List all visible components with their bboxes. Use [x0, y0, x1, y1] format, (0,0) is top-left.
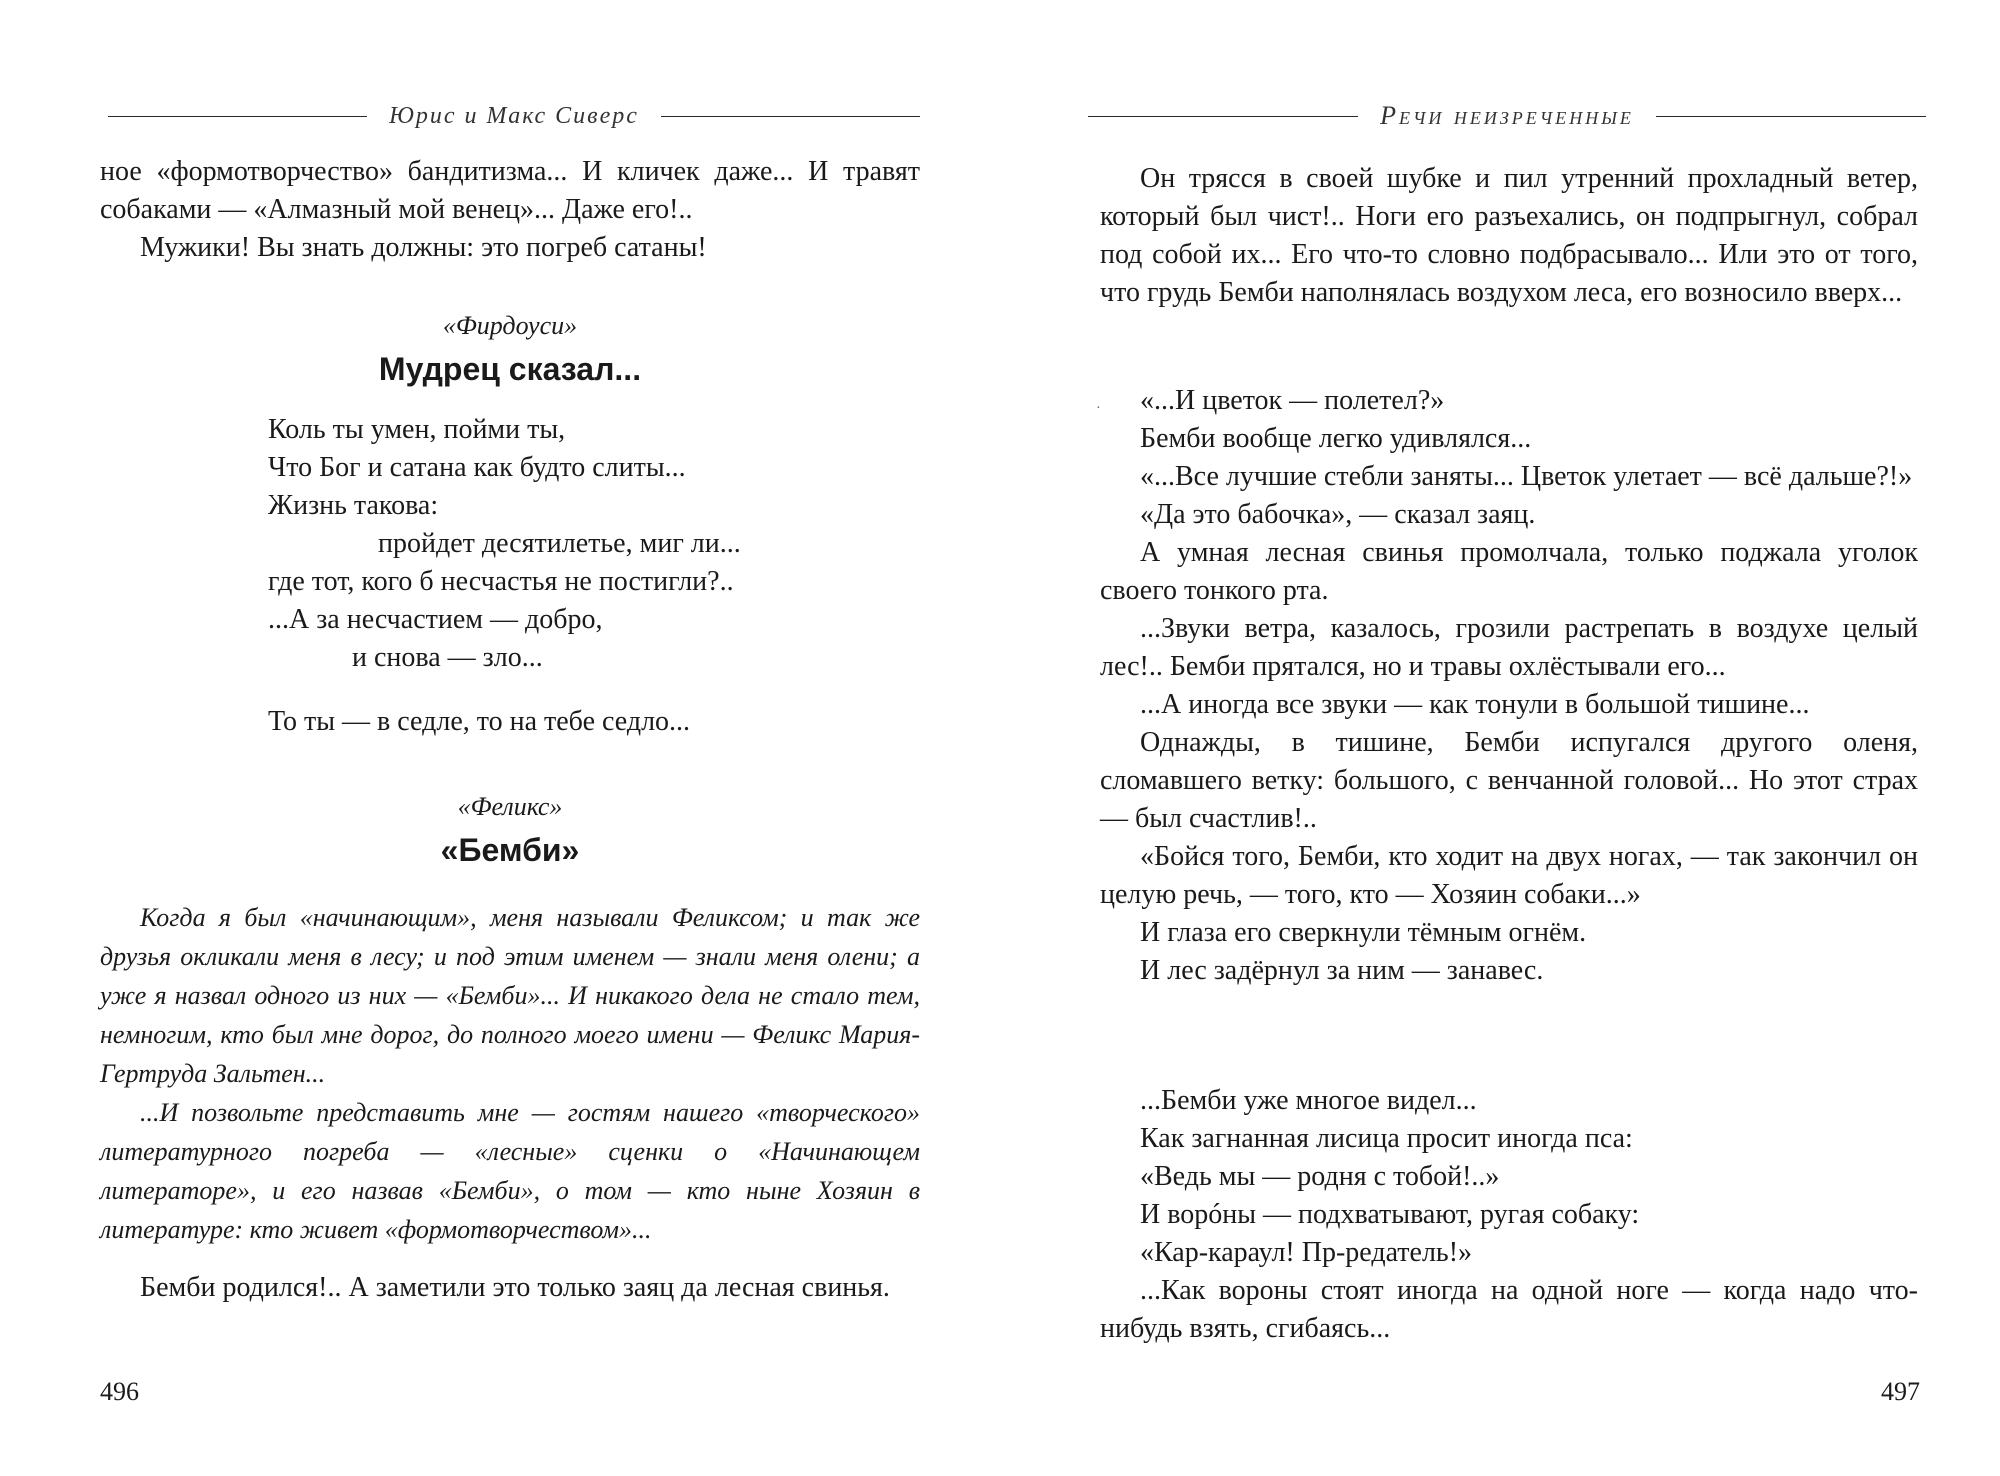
- paragraph: ...Звуки ветра, казалось, грозили растрепать в воздухе целый лес!.. Бемби прятался, но и травы охлёстывали его...: [1100, 613, 1918, 682]
- right-part2-text: [1100, 1082, 1918, 1348]
- left-header-title: Юрис и Макс Сиверс: [389, 102, 639, 129]
- poem-line: пройдет десятилетье, миг ли...: [378, 528, 741, 559]
- paragraph: Мужики! Вы знать должны: это погреб сатаны!: [140, 232, 707, 263]
- paragraph: ное «формотворчество» бандитизма... И кличек даже... И травят собаками — «Алмазный мой венец»... Даже его!..: [100, 156, 920, 225]
- right-main-text: [1100, 382, 1918, 990]
- page-number-left: 496: [100, 1377, 139, 1406]
- header-rule-right: [661, 116, 920, 117]
- paragraph: Однажды, в тишине, Бемби испугался другого оленя, сломавшего ветку: большого, с венчанной головой... Но этот страх — был счастлив!..: [1100, 727, 1918, 834]
- header-rule-right: [1656, 116, 1926, 117]
- right-header-title: Речи неизреченные: [1380, 101, 1634, 130]
- right-opening-text: [1100, 160, 1918, 312]
- section-label-firdousi: «Фирдоуси»: [442, 311, 578, 340]
- left-running-header: [108, 96, 920, 136]
- poem-line: Коль ты умен, пойми ты,: [268, 414, 566, 445]
- chapter-title-bembi: «Бемби»: [440, 832, 580, 868]
- paragraph: «Кар-караул! Пр-редатель!»: [1140, 1237, 1473, 1268]
- header-rule-left: [1088, 116, 1358, 117]
- left-closing-text: [100, 1269, 920, 1307]
- paragraph: «Да это бабочка», — сказал заяц.: [1140, 499, 1536, 530]
- paragraph: И лес задёрнул за ним — занавес.: [1140, 955, 1544, 986]
- paragraph: И ворóны — подхватывают, ругая собаку:: [1140, 1199, 1640, 1230]
- paragraph: И глаза его сверкнули тёмным огнём.: [1140, 917, 1587, 948]
- paragraph: «...Все лучшие стебли заняты... Цветок улетает — всё дальше?!»: [1140, 461, 1913, 492]
- poem-line: и снова — зло...: [352, 642, 543, 673]
- paragraph: ...Как вороны стоят иногда на одной ноге — когда надо что-нибудь взять, сгибаясь...: [1100, 1275, 1918, 1344]
- paragraph: А умная лесная свинья промолчала, только поджала уголок своего тонкого рта.: [1100, 537, 1918, 606]
- poem-line: ...А за несчастием — добро,: [268, 604, 603, 635]
- page-number-right: 497: [1881, 1377, 1920, 1406]
- right-page: [1000, 0, 2000, 1476]
- poem-line: Что Бог и сатана как будто слиты...: [268, 452, 686, 483]
- right-running-header: [1088, 96, 1926, 136]
- paragraph: Когда я был «начинающим», меня называли Феликсом; и так же друзья окликали меня в лесу; и под этим именем — знали меня олени; а уже я назвал одного из них — «Бемби»... И никакого дела не стало тем, немногим, кто был мне дорог, до полного моего имени — Феликс Мария-Гертруда Зальтен...: [100, 903, 920, 1088]
- poem-line: То ты — в седле, то на тебе седло...: [268, 706, 691, 737]
- paragraph: «Ведь мы — родня с тобой!..»: [1140, 1161, 1500, 1192]
- paragraph: ...А иногда все звуки — как тонули в большой тишине...: [1140, 689, 1810, 720]
- margin-mark: ·: [1096, 401, 1101, 416]
- poem-line: где тот, кого б несчастья не постигли?..: [268, 566, 734, 597]
- chapter-title-mudrets: Мудрец сказал...: [378, 351, 642, 387]
- paragraph: Бемби родился!.. А заметили это только заяц да лесная свинья.: [140, 1272, 890, 1303]
- paragraph: «Бойся того, Бемби, кто ходит на двух ногах, — так закончил он целую речь, — того, кто — Хозяин собаки...»: [1100, 841, 1918, 910]
- italic-preface: [100, 898, 920, 1249]
- section-label-feliks: «Феликс»: [457, 792, 563, 821]
- header-rule-left: [108, 116, 367, 117]
- paragraph: ...Бемби уже многое видел...: [1140, 1085, 1477, 1116]
- paragraph: Как загнанная лисица просит иногда пса:: [1140, 1123, 1633, 1154]
- poem-block: [268, 411, 741, 741]
- paragraph: Он трясся в своей шубке и пил утренний прохладный ветер, который был чист!.. Ноги его разъехались, он подпрыгнул, собрал под собой их... Его что-то словно подбрасывало... Или это от того, что грудь Бемби наполнялась воздухом леса, его возносило вверх...: [1100, 163, 1918, 308]
- paragraph: ...И позвольте представить мне — гостям нашего «творческого» литературного погреба — «лесные» сценки о «Начинающем литераторе», и его назвав «Бемби», о том — кто ныне Хозяин в литературе: кто живет «формотворчеством»...: [100, 1098, 920, 1244]
- paragraph: Бемби вообще легко удивлялся...: [1140, 423, 1532, 454]
- left-opening-text: [100, 153, 920, 267]
- poem-line: Жизнь такова:: [268, 490, 439, 521]
- paragraph: «...И цветок — полетел?»: [1140, 385, 1445, 416]
